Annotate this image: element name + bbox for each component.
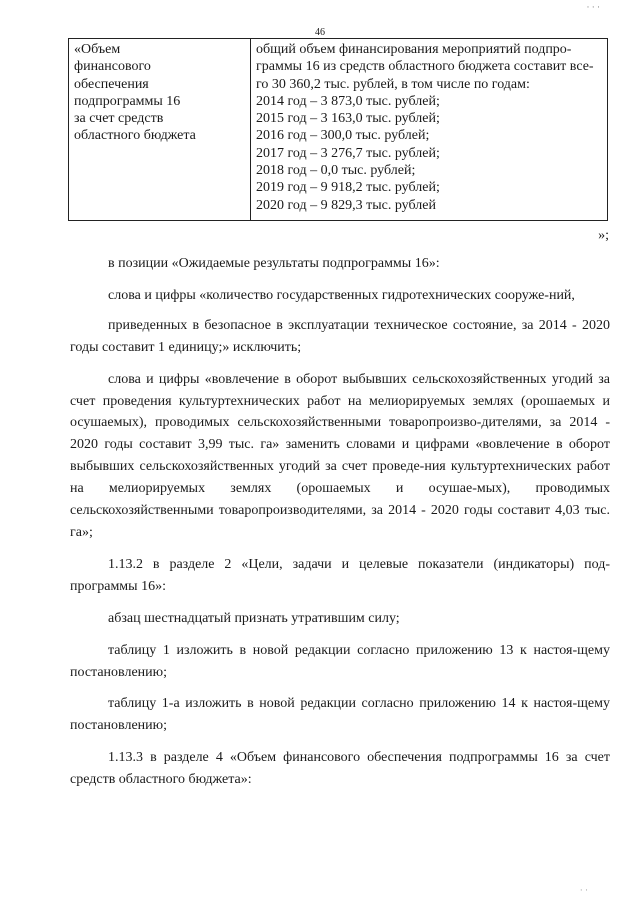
label-line: за счет средств [74, 111, 164, 127]
funding-value-cell [251, 39, 608, 221]
label-line: финансового [74, 59, 151, 75]
paragraph: 1.13.3 в разделе 4 «Объем финансового обеспечения подпрограммы 16 за счет средств областного бюджета»: [70, 750, 610, 788]
body-text [70, 253, 610, 801]
year-line: 2019 год – 9 918,2 тыс. рублей; [256, 180, 440, 196]
scan-mark: · · · [586, 2, 600, 12]
value-line: граммы 16 из средств областного бюджета составит все- [256, 59, 594, 75]
paragraph: абзац шестнадцатый признать утратившим силу; [108, 610, 400, 626]
value-line: общий объем финансирования мероприятий подпро- [256, 42, 572, 57]
paragraph: 1.13.2 в разделе 2 «Цели, задачи и целевые показатели (индикаторы) под-программы 16»: [70, 556, 610, 594]
year-line: 2016 год – 300,0 тыс. рублей; [256, 128, 430, 144]
funding-table [68, 38, 608, 221]
year-line: 2015 год – 3 163,0 тыс. рублей; [256, 111, 440, 127]
paragraph: в позиции «Ожидаемые результаты подпрограммы 16»: [108, 256, 440, 271]
paragraph: таблицу 1-а изложить в новой редакции согласно приложению 14 к настоя-щему постановлению; [70, 696, 610, 734]
year-line: 2018 год – 0,0 тыс. рублей; [256, 163, 416, 179]
year-line: 2017 год – 3 276,7 тыс. рублей; [256, 145, 440, 161]
scan-mark: · · [579, 885, 588, 895]
table-row [69, 39, 608, 221]
label-line: областного бюджета [74, 128, 196, 144]
label-line: «Объем [74, 42, 121, 57]
funding-label-cell [69, 39, 251, 221]
label-line: обеспечения [74, 76, 149, 92]
value-line: го 30 360,2 тыс. рублей, в том числе по годам: [256, 76, 530, 92]
page-number: 46 [315, 27, 325, 38]
closing-quote: »; [598, 228, 609, 243]
year-line: 2014 год – 3 873,0 тыс. рублей; [256, 93, 440, 109]
paragraph: слова и цифры «количество государственных гидротехнических сооруже-ний, [108, 287, 575, 303]
paragraph: приведенных в безопасное в эксплуатации техническое состояние, за 2014 - 2020 годы составит 1 единицу;» исключить; [70, 317, 610, 355]
paragraph: слова и цифры «вовлечение в оборот выбывших сельскохозяйственных угодий за счет проведения культуртехнических работ на мелиорируемых землях (орошаемых и осушаемых), проводимых сельскохозяйственными товаропроизво-дителями, за 2014 - 2020 годы составит 3,99 тыс. га» заменить словами и цифрами «вовлечение в оборот выбывших сельскохозяйственных угодий за счет проведе-ния культуртехнических работ на мелиорируемых землях (орошаемых и осушае-мых), проводимых сельскохозяйственными товаропроизводителями, за 2014 - 2020 годы составит 4,03 тыс. га»; [70, 371, 610, 540]
label-line: подпрограммы 16 [74, 93, 181, 109]
year-line: 2020 год – 9 829,3 тыс. рублей [256, 197, 436, 213]
paragraph: таблицу 1 изложить в новой редакции согласно приложению 13 к настоя-щему постановлению; [70, 642, 610, 680]
